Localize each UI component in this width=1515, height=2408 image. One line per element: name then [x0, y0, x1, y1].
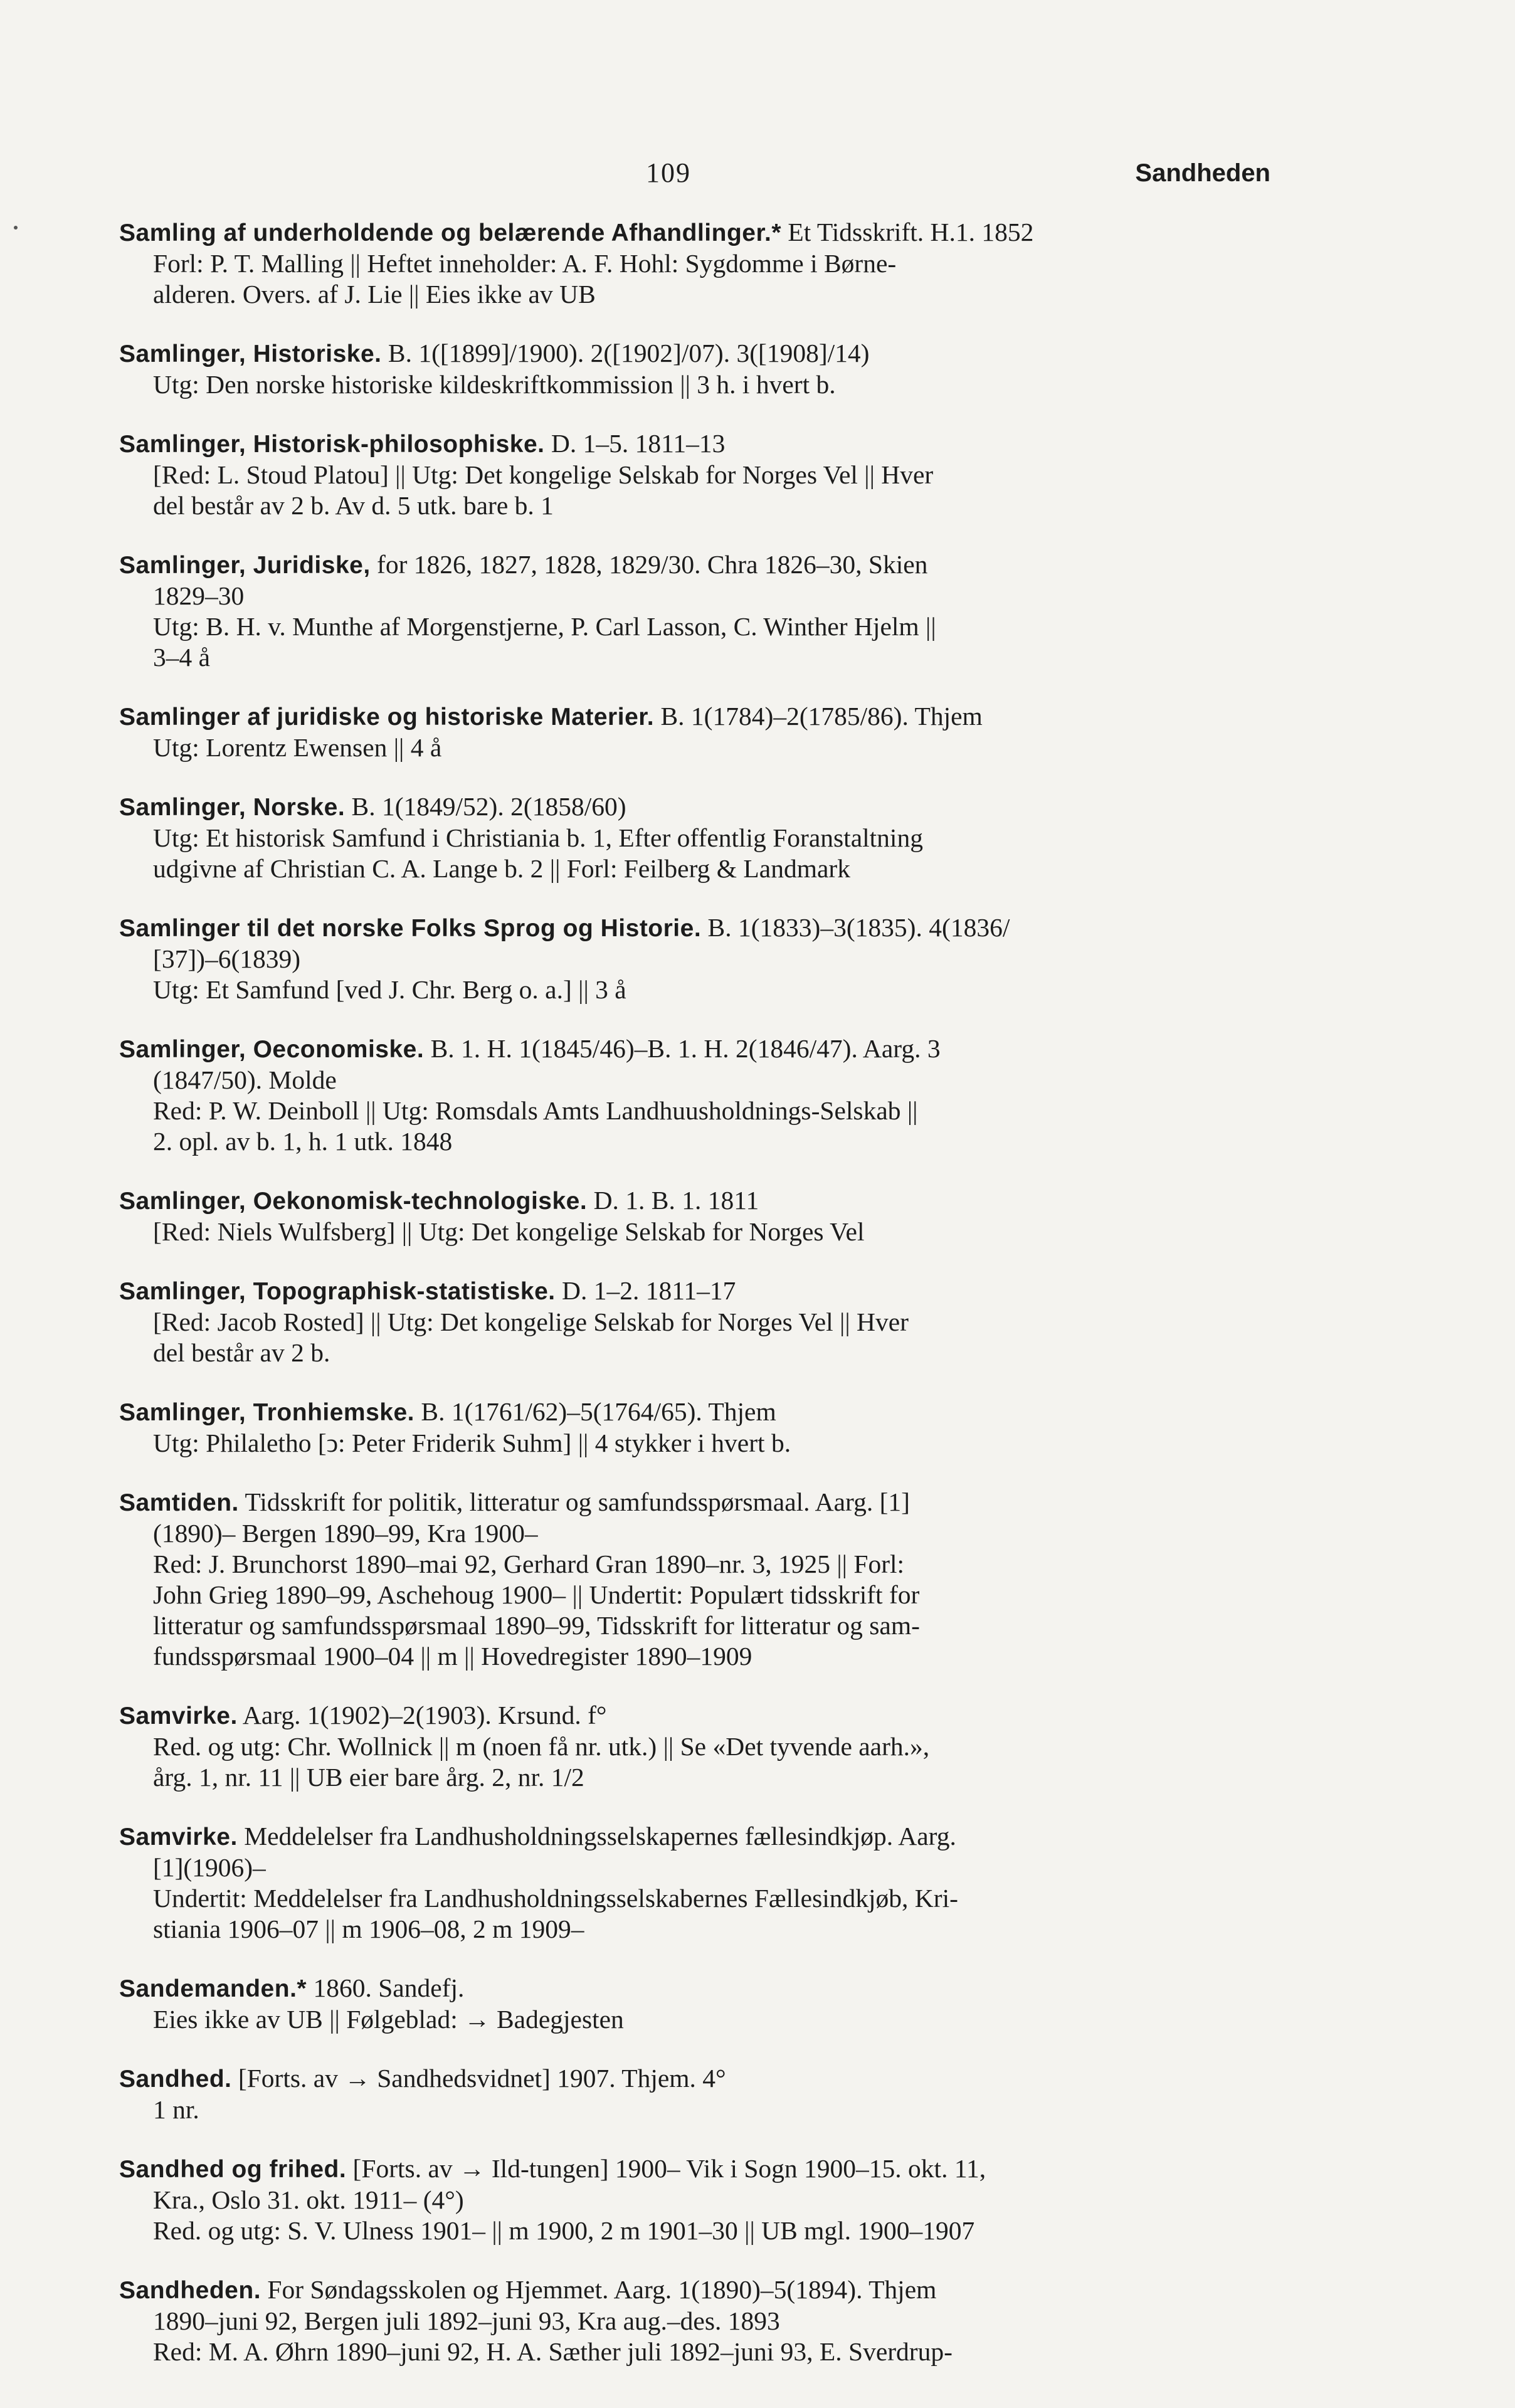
entry-first-line-text: D. 1–2. 1811–17 — [555, 1276, 736, 1305]
entry-first-line-text: Tidsskrift for politik, litteratur og samfundsspørsmaal. Aarg. [1] — [238, 1487, 910, 1516]
entry-first-line — [119, 2274, 1229, 2306]
catalog-entry — [119, 2063, 1229, 2125]
entry-headword: Samlinger af juridiske og historiske Materier. — [119, 704, 655, 731]
entry-headword: Samlinger til det norske Folks Sprog og Historie. — [119, 915, 702, 942]
entry-headword: Samlinger, Norske. — [119, 794, 346, 821]
page-number: 109 — [646, 157, 691, 188]
entry-first-line-text: D. 1–5. 1811–13 — [544, 429, 726, 458]
entry-first-line — [119, 217, 1229, 248]
entry-headword: Sandhed. — [119, 2066, 232, 2093]
entry-first-line — [119, 1275, 1229, 1307]
catalog-entry — [119, 428, 1229, 521]
entry-first-line-text: Et Tidsskrift. H.1. 1852 — [781, 218, 1034, 246]
entry-headword: Samtiden. — [119, 1489, 239, 1516]
entry-continuation-line: Undertit: Meddelelser fra Landhusholdningsselskabernes Fællesindkjøb, Kri- — [153, 1884, 958, 1913]
catalog-entry — [119, 1973, 1229, 2035]
entry-first-line — [119, 1033, 1229, 1065]
catalog-entry — [119, 2153, 1229, 2246]
entry-first-line — [119, 1700, 1229, 1731]
catalog-entry — [119, 912, 1229, 1005]
entry-first-line-text: 1860. Sandefj. — [307, 1973, 465, 2002]
entry-continuation-line: Eies ikke av UB || Følgeblad: → Badegjesten — [153, 2005, 624, 2034]
catalog-entry — [119, 549, 1229, 673]
catalog-entry — [119, 338, 1229, 400]
entry-continuation-line: del består av 2 b. Av d. 5 utk. bare b. 1 — [153, 491, 554, 520]
entry-first-line-text: B. 1([1899]/1900). 2([1902]/07). 3([1908]/14) — [381, 339, 870, 367]
entry-first-line — [119, 428, 1229, 460]
entry-first-line-text: B. 1(1784)–2(1785/86). Thjem — [654, 702, 983, 731]
entry-first-line — [119, 701, 1229, 732]
entry-first-line-text: D. 1. B. 1. 1811 — [587, 1186, 759, 1215]
entry-headword: Samlinger, Oeconomiske. — [119, 1036, 425, 1063]
entry-first-line — [119, 338, 1229, 369]
entry-first-line-text: [Forts. av → Sandhedsvidnet] 1907. Thjem. 4° — [231, 2064, 726, 2093]
entry-headword: Samling af underholdende og belærende Afhandlinger.* — [119, 219, 781, 246]
entry-continuation-line: Utg: Et Samfund [ved J. Chr. Berg o. a.] || 3 å — [153, 975, 626, 1004]
entry-first-line-text: Aarg. 1(1902)–2(1903). Krsund. f° — [237, 1701, 607, 1729]
entry-first-line — [119, 1487, 1229, 1518]
entry-continuation-line: [37])–6(1839) — [153, 944, 301, 973]
entry-continuation-line: årg. 1, nr. 11 || UB eier bare årg. 2, nr. 1/2 — [153, 1763, 584, 1792]
entry-continuation-line: Red. og utg: S. V. Ulness 1901– || m 1900, 2 m 1901–30 || UB mgl. 1900–1907 — [153, 2216, 975, 2245]
entry-continuation-line: (1847/50). Molde — [153, 1065, 337, 1094]
entry-first-line-text: Meddelelser fra Landhusholdningsselskapernes fællesindkjøp. Aarg. — [237, 1822, 956, 1851]
entry-first-line — [119, 1821, 1229, 1852]
entry-continuation-line: 3–4 å — [153, 643, 211, 672]
entry-first-line — [119, 1973, 1229, 2004]
entry-continuation-line: udgivne af Christian C. A. Lange b. 2 || Forl: Feilberg & Landmark — [153, 854, 850, 883]
catalog-entry — [119, 1033, 1229, 1157]
entry-first-line — [119, 912, 1229, 944]
entry-first-line-text: B. 1(1833)–3(1835). 4(1836/ — [701, 913, 1010, 942]
entry-headword: Samvirke. — [119, 1824, 238, 1851]
catalog-entry — [119, 2274, 1229, 2367]
entry-continuation-line: (1890)– Bergen 1890–99, Kra 1900– — [153, 1519, 538, 1548]
entry-headword: Sandemanden.* — [119, 1975, 307, 2002]
entry-continuation-line: Utg: Den norske historiske kildeskriftkommission || 3 h. i hvert b. — [153, 370, 836, 399]
entry-headword: Samlinger, Juridiske, — [119, 552, 371, 579]
entry-headword: Samlinger, Tronhiemske. — [119, 1399, 415, 1426]
entry-continuation-line: Red: P. W. Deinboll || Utg: Romsdals Amts Landhuusholdnings-Selskab || — [153, 1096, 918, 1125]
entry-headword: Sandhed og frihed. — [119, 2156, 347, 2183]
entry-headword: Sandheden. — [119, 2277, 261, 2304]
entry-first-line — [119, 2153, 1229, 2185]
entry-headword: Samlinger, Historisk-philosophiske. — [119, 431, 545, 458]
entry-continuation-line: Red: M. A. Øhrn 1890–juni 92, H. A. Sæther juli 1892–juni 93, E. Sverdrup- — [153, 2337, 953, 2366]
entry-continuation-line: fundsspørsmaal 1900–04 || m || Hovedregister 1890–1909 — [153, 1642, 752, 1671]
entry-continuation-line: John Grieg 1890–99, Aschehoug 1900– || Undertit: Populært tidsskrift for — [153, 1580, 920, 1609]
catalog-entry — [119, 701, 1229, 763]
catalog-entry — [119, 217, 1229, 310]
entry-continuation-line: 1890–juni 92, Bergen juli 1892–juni 93, Kra aug.–des. 1893 — [153, 2306, 780, 2335]
entry-list — [119, 217, 1229, 2395]
entry-continuation-line: Utg: Lorentz Ewensen || 4 å — [153, 733, 442, 762]
entry-continuation-line: Red: J. Brunchorst 1890–mai 92, Gerhard Gran 1890–nr. 3, 1925 || Forl: — [153, 1550, 905, 1578]
entry-continuation-line: [Red: Jacob Rosted] || Utg: Det kongelige Selskab for Norges Vel || Hver — [153, 1307, 909, 1336]
catalog-entry — [119, 1397, 1229, 1459]
catalog-entry — [119, 1487, 1229, 1672]
entry-continuation-line: del består av 2 b. — [153, 1338, 330, 1367]
entry-first-line-text: for 1826, 1827, 1828, 1829/30. Chra 1826–30, Skien — [370, 550, 928, 579]
entry-continuation-line: 2. opl. av b. 1, h. 1 utk. 1848 — [153, 1127, 453, 1156]
entry-continuation-line: [Red: L. Stoud Platou] || Utg: Det kongelige Selskab for Norges Vel || Hver — [153, 460, 934, 489]
entry-continuation-line: stiania 1906–07 || m 1906–08, 2 m 1909– — [153, 1914, 584, 1943]
catalog-entry — [119, 1275, 1229, 1368]
running-head: Sandheden — [1135, 159, 1270, 187]
entry-continuation-line: Kra., Oslo 31. okt. 1911– (4°) — [153, 2185, 464, 2214]
entry-continuation-line: Forl: P. T. Malling || Heftet inneholder: A. F. Hohl: Sygdomme i Børne- — [153, 249, 897, 278]
catalog-entry — [119, 1700, 1229, 1793]
entry-first-line — [119, 549, 1229, 581]
entry-headword: Samlinger, Topographisk-statistiske. — [119, 1278, 556, 1305]
entry-first-line-text: For Søndagsskolen og Hjemmet. Aarg. 1(1890)–5(1894). Thjem — [261, 2275, 937, 2304]
entry-first-line — [119, 2063, 1229, 2094]
entry-first-line-text: B. 1(1849/52). 2(1858/60) — [345, 792, 626, 821]
entry-continuation-line: Utg: B. H. v. Munthe af Morgenstjerne, P. Carl Lasson, C. Winther Hjelm || — [153, 612, 936, 641]
entry-first-line — [119, 791, 1229, 823]
scan-speck — [14, 226, 18, 230]
entry-continuation-line: litteratur og samfundsspørsmaal 1890–99, Tidsskrift for litteratur og sam- — [153, 1611, 920, 1640]
entry-headword: Samvirke. — [119, 1703, 238, 1729]
entry-continuation-line: Utg: Philaletho [ↄ: Peter Friderik Suhm] || 4 stykker i hvert b. — [153, 1428, 791, 1457]
entry-continuation-line: Red. og utg: Chr. Wollnick || m (noen få nr. utk.) || Se «Det tyvende aarh.», — [153, 1732, 930, 1761]
entry-first-line — [119, 1397, 1229, 1428]
catalog-entry — [119, 791, 1229, 884]
entry-headword: Samlinger, Historiske. — [119, 341, 382, 367]
catalog-entry — [119, 1821, 1229, 1945]
entry-continuation-line: [Red: Niels Wulfsberg] || Utg: Det kongelige Selskab for Norges Vel — [153, 1217, 865, 1246]
entry-first-line — [119, 1185, 1229, 1217]
entry-continuation-line: 1 nr. — [153, 2095, 199, 2124]
entry-continuation-line: [1](1906)– — [153, 1853, 266, 1882]
entry-continuation-line: alderen. Overs. af J. Lie || Eies ikke av UB — [153, 280, 596, 309]
catalog-entry — [119, 1185, 1229, 1247]
entry-first-line-text: B. 1(1761/62)–5(1764/65). Thjem — [414, 1397, 776, 1426]
entry-continuation-line: 1829–30 — [153, 581, 245, 610]
entry-continuation-line: Utg: Et historisk Samfund i Christiania b. 1, Efter offentlig Foranstaltning — [153, 823, 923, 852]
entry-first-line-text: [Forts. av → Ild-tungen] 1900– Vik i Sogn 1900–15. okt. 11, — [346, 2154, 986, 2183]
entry-first-line-text: B. 1. H. 1(1845/46)–B. 1. H. 2(1846/47). Aarg. 3 — [424, 1034, 941, 1063]
entry-headword: Samlinger, Oekonomisk-technologiske. — [119, 1188, 588, 1215]
